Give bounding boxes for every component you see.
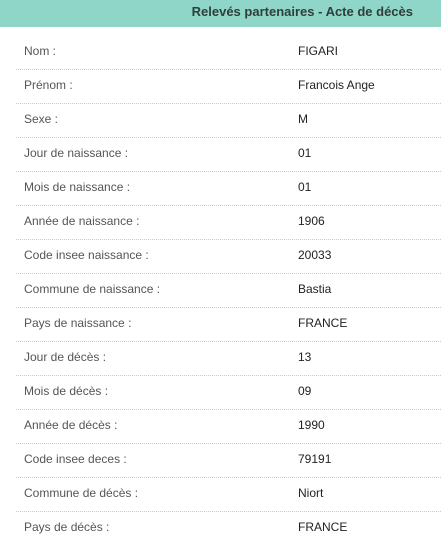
field-value-mois-deces: 09 <box>298 384 312 398</box>
record-header <box>0 0 441 27</box>
field-label-commune-naissance: Commune de naissance : <box>24 282 161 296</box>
field-value-code-insee-deces: 79191 <box>298 452 332 466</box>
field-row-annee-deces <box>16 410 441 444</box>
field-value-commune-naissance: Bastia <box>298 282 332 296</box>
field-value-annee-deces: 1990 <box>298 418 325 432</box>
field-row-code-insee-deces <box>16 444 441 478</box>
field-row-mois-deces <box>16 376 441 410</box>
field-row-pays-naissance <box>16 308 441 342</box>
field-row-jour-naissance <box>16 138 441 172</box>
field-value-mois-naissance: 01 <box>298 180 312 194</box>
field-label-jour-naissance: Jour de naissance : <box>24 146 129 160</box>
field-label-commune-deces: Commune de décès : <box>24 486 139 500</box>
field-label-jour-deces: Jour de décès : <box>24 350 107 364</box>
field-label-pays-naissance: Pays de naissance : <box>24 316 132 330</box>
record-fields <box>0 36 441 546</box>
field-label-code-insee-naissance: Code insee naissance : <box>24 248 149 262</box>
field-label-mois-naissance: Mois de naissance : <box>24 180 131 194</box>
field-row-nom <box>16 36 441 70</box>
field-row-jour-deces <box>16 342 441 376</box>
field-value-nom: FIGARI <box>298 44 339 58</box>
field-row-commune-deces <box>16 478 441 512</box>
field-row-annee-naissance <box>16 206 441 240</box>
field-value-annee-naissance: 1906 <box>298 214 325 228</box>
field-value-pays-deces: FRANCE <box>298 520 348 534</box>
field-value-prenom: Francois Ange <box>298 78 375 92</box>
field-label-code-insee-deces: Code insee deces : <box>24 452 127 466</box>
field-value-commune-deces: Niort <box>298 486 324 500</box>
field-label-prenom: Prénom : <box>24 78 73 92</box>
field-value-jour-naissance: 01 <box>298 146 312 160</box>
field-label-mois-deces: Mois de décès : <box>24 384 109 398</box>
field-label-annee-deces: Année de décès : <box>24 418 118 432</box>
field-label-nom: Nom : <box>24 44 57 58</box>
record-title: Relevés partenaires - Acte de décès <box>191 4 413 19</box>
field-label-annee-naissance: Année de naissance : <box>24 214 140 228</box>
field-value-jour-deces: 13 <box>298 350 312 364</box>
field-row-prenom <box>16 70 441 104</box>
field-value-sexe: M <box>298 112 308 126</box>
field-row-mois-naissance <box>16 172 441 206</box>
field-label-sexe: Sexe : <box>24 112 59 126</box>
field-label-pays-deces: Pays de décès : <box>24 520 110 534</box>
field-row-code-insee-naissance <box>16 240 441 274</box>
field-value-pays-naissance: FRANCE <box>298 316 348 330</box>
field-value-code-insee-naissance: 20033 <box>298 248 332 262</box>
field-row-sexe <box>16 104 441 138</box>
field-row-commune-naissance <box>16 274 441 308</box>
field-row-pays-deces <box>16 512 441 546</box>
